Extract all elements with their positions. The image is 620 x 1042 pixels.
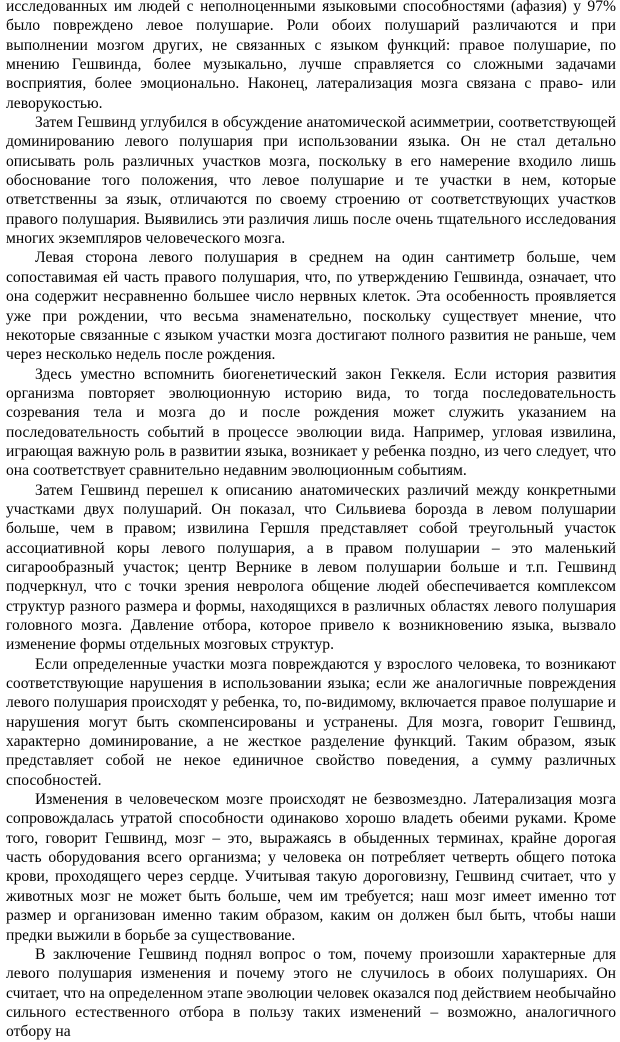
paragraph-2: Затем Гешвинд углубился в обсуждение анатомической асимметрии, соответствующей доминированию левого полушария при использовании языка. Он не стал детально описывать роль различных участков мозга, поскольку в его намерение входило лишь обоснование того положения, что левое полушарие и те участки в нем, которые ответственны за язык, отличаются по своему строению от соответствующих участков правого полушария. Выявились эти различия лишь после очень тщательного исследования многих экземпляров человеческого мозга. bbox=[6, 114, 616, 248]
paragraph-8: В заключение Гешвинд поднял вопрос о том, почему произошли характерные для левого полушария изменения и почему этого не случилось в обоих полушариях. Он считает, что на определенном этапе эволюции человек оказался под действием необычайно сильного естественного отбора в пользу таких изменений – возможно, аналогичного отбору на bbox=[6, 945, 616, 1041]
paragraph-1: исследованных им людей с неполноценными языковыми способностями (афазия) у 97% было повреждено левое полушарие. Роли обоих полушарий различаются и при выполнении мозгом других, не связанных с языком функций: правое полушарие, по мнению Гешвинда, более музыкально, лучше справляется со сложными задачами восприятия, более эмоционально. Наконец, латерализация мозга связана с право- или леворукостью. bbox=[6, 0, 616, 112]
paragraph-7: Изменения в человеческом мозге происходят не безвозмездно. Латерализация мозга сопровождалась утратой способности одинаково хорошо владеть обеими руками. Кроме того, говорит Гешвинд, мозг – это, выражаясь в обыденных терминах, крайне дорогая часть оборудования всего организма; у человека он потребляет четверть общего потока крови, проходящего через сердце. Учитывая такую дороговизну, Гешвинд считает, что у животных мозг не может быть больше, чем им требуется; наш мозг имеет именно тот размер и организован именно таким образом, каким он должен был быть, чтобы наши предки выжили в борьбе за существование. bbox=[6, 791, 616, 944]
paragraph-6: Если определенные участки мозга повреждаются у взрослого человека, то возникают соответствующие нарушения в использовании языка; если же аналогичные повреждения левого полушария происходят у ребенка, то, по-видимому, включается правое полушарие и нарушения могут быть скомпенсированы и устранены. Для мозга, говорит Гешвинд, характерно доминирование, а не жесткое разделение функций. Таким образом, язык представляет собой не некое единичное свойство поведения, а сумму различных способностей. bbox=[6, 655, 616, 789]
paragraph-5: Затем Гешвинд перешел к описанию анатомических различий между конкретными участками двух полушарий. Он показал, что Сильвиева борозда в левом полушарии больше, чем в правом; извилина Гершля представляет собой треугольный участок ассоциативной коры левого полушария, а в правом полушарии – это маленький сигарообразный участок; центр Вернике в левом полушарии больше и т.п. Гешвинд подчеркнул, что с точки зрения невролога общение людей обеспечивается комплексом структур разного размера и формы, находящихся в различных областях левого полушария головного мозга. Давление отбора, которое привело к возникновению языка, вызвало изменение формы отдельных мозговых структур. bbox=[6, 481, 616, 654]
document-page bbox=[6, 0, 616, 1042]
paragraph-3: Левая сторона левого полушария в среднем на один сантиметр больше, чем сопоставимая ей часть правого полушария, что, по утверждению Гешвинда, означает, что она содержит несравненно большее число нервных клеток. Эта особенность проявляется уже при рождении, что весьма знаменательно, поскольку существует мнение, что некоторые связанные с языком участки мозга достигают полного развития не раньше, чем через несколько недель после рождения. bbox=[6, 249, 616, 364]
paragraph-4: Здесь уместно вспомнить биогенетический закон Геккеля. Если история развития организма повторяет эволюционную историю вида, то тогда последовательность созревания тела и мозга до и после рождения может служить указанием на последовательность событий в процессе эволюции вида. Например, угловая извилина, играющая важную роль в развитии языка, возникает у ребенка поздно, из чего следует, что она соответствует сравнительно недавним эволюционным событиям. bbox=[6, 365, 616, 480]
